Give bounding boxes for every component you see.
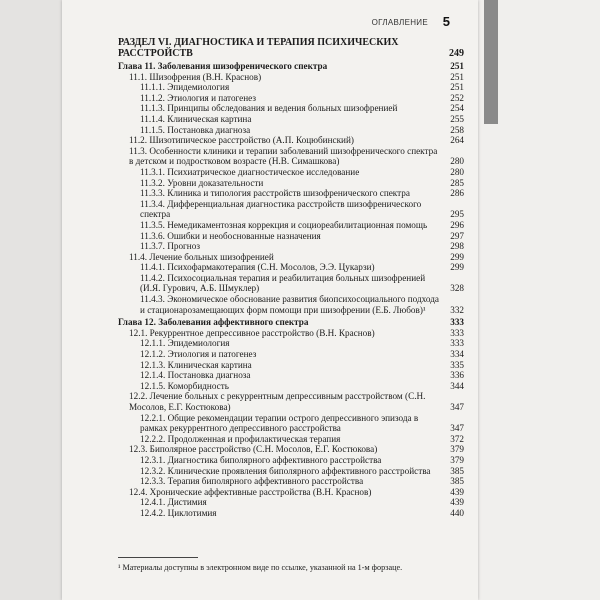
toc-entry-page: 258: [450, 124, 464, 135]
toc-entry-text: 11.1. Шизофрения (В.Н. Краснов): [129, 71, 262, 82]
toc-entry-page: 299: [450, 251, 464, 262]
toc-entry-text: 12.1.2. Этиология и патогенез: [140, 349, 257, 360]
toc-entry-page: 280: [450, 166, 464, 177]
toc-entry-text: 12.1. Рекуррентное депрессивное расстройство (В.Н. Краснов): [129, 327, 375, 338]
toc-entry: [118, 497, 464, 508]
book-page: [62, 0, 478, 600]
toc-entry: [118, 328, 464, 339]
toc-entry-text: 11.3. Особенности клиники и терапии заболеваний шизофренического спектра в детском и подростковом возрасте (Н.В. Симашкова): [129, 145, 438, 167]
toc-entry-page: 347: [450, 402, 464, 412]
toc-entry: [118, 231, 464, 242]
toc-entry-text: Глава 12. Заболевания аффективного спектра: [118, 317, 309, 328]
toc-entry-page: 439: [450, 497, 464, 508]
toc-entry-page: 264: [450, 135, 464, 146]
toc-entry-text: 12.1.5. Коморбидность: [140, 380, 229, 391]
toc-entry: [118, 199, 464, 220]
toc-entry-page: 347: [450, 423, 464, 434]
toc-entry-page: 334: [450, 349, 464, 360]
toc-entry-text: 11.3.6. Ошибки и необоснованные назначения: [140, 230, 321, 241]
toc-entry-text: 11.1.4. Клиническая картина: [140, 113, 252, 124]
toc-entry: [118, 93, 464, 104]
toc-entry: [118, 466, 464, 477]
toc-entry: [118, 338, 464, 349]
toc-entry-text: 12.3.1. Диагностика биполярного аффективного расстройства: [140, 454, 382, 465]
toc-section-entry: [118, 37, 464, 59]
toc-entry-page: 333: [450, 338, 464, 349]
toc-entry: [118, 370, 464, 381]
toc-entry-page: 379: [450, 454, 464, 465]
toc-entry-text: 12.1.1. Эпидемиология: [140, 338, 230, 349]
toc-entry: [118, 262, 464, 273]
table-of-contents: [118, 37, 464, 519]
toc-entry-page: 286: [450, 188, 464, 199]
toc-entry: [118, 135, 464, 146]
toc-entry-text: 11.3.1. Психиатрическое диагностическое исследование: [140, 166, 360, 177]
toc-entry: [118, 103, 464, 114]
toc-entry-page: 296: [450, 219, 464, 230]
page-number: 5: [442, 14, 450, 29]
toc-entry: [118, 391, 464, 412]
toc-entry-page: 335: [450, 359, 464, 370]
toc-entry-text: 11.1.2. Этиология и патогенез: [140, 92, 256, 103]
toc-entry-page: 328: [450, 283, 464, 294]
toc-entry: [118, 241, 464, 252]
toc-entry-text: 11.4. Лечение больных шизофренией: [129, 251, 274, 262]
toc-entry-page: 372: [450, 433, 464, 444]
footnote: ¹ Материалы доступны в электронном виде по ссылке, указанной на 1-м форзаце.: [118, 563, 403, 572]
toc-chapter-entry: [118, 317, 464, 328]
page-thumb-tab: [484, 0, 498, 124]
toc-entry: [118, 381, 464, 392]
toc-entry-page: 385: [450, 465, 464, 476]
toc-chapter-entry: [118, 61, 464, 72]
toc-entry-page: 251: [450, 61, 464, 71]
toc-entry-page: 295: [450, 209, 464, 220]
toc-entry-page: 344: [450, 380, 464, 391]
toc-entry: [118, 146, 464, 167]
toc-entry: [118, 188, 464, 199]
toc-entry: [118, 455, 464, 466]
running-header: [62, 14, 462, 34]
toc-entry-page: 297: [450, 230, 464, 241]
toc-entry-text: Глава 11. Заболевания шизофренического спектра: [118, 61, 328, 71]
toc-entry: [118, 273, 464, 294]
toc-entry: [118, 125, 464, 136]
toc-entry-text: 12.3. Биполярное расстройство (С.Н. Мосолов, Е.Г. Костюкова): [129, 444, 378, 455]
toc-entry-text: 12.2.1. Общие рекомендации терапии острого депрессивного эпизода в рамках рекуррентного депрессивного расстройства: [140, 412, 419, 434]
toc-entry: [118, 220, 464, 231]
toc-entry-page: 280: [450, 156, 464, 167]
toc-entry: [118, 349, 464, 360]
toc-entry-text: 12.4.1. Дистимия: [140, 497, 207, 508]
toc-entry-text: 11.2. Шизотипическое расстройство (А.П. Коцюбинский): [129, 135, 354, 146]
toc-entry-page: 298: [450, 241, 464, 252]
toc-entry-page: 336: [450, 370, 464, 381]
toc-entry: [118, 114, 464, 125]
toc-entry-text: 11.4.2. Психосоциальная терапия и реабилитация больных шизофренией (И.Я. Гурович, А.Б. Шмуклер): [140, 272, 426, 294]
toc-entry-text: 12.4. Хронические аффективные расстройства (В.Н. Краснов): [129, 486, 372, 497]
toc-entry-page: 379: [450, 444, 464, 455]
toc-entry-page: 439: [450, 486, 464, 497]
toc-entry-page: 251: [450, 82, 464, 93]
toc-entry: [118, 360, 464, 371]
toc-entry-page: 251: [450, 71, 464, 82]
toc-entry-text: РАЗДЕЛ VI. ДИАГНОСТИКА И ТЕРАПИЯ ПСИХИЧЕСКИХ РАССТРОЙСТВ: [118, 37, 399, 59]
footnote-divider: [118, 557, 198, 558]
toc-entry: [118, 487, 464, 498]
toc-entry-page: 249: [449, 48, 464, 59]
toc-entry-text: 12.3.2. Клинические проявления биполярного аффективного расстройства: [140, 465, 431, 476]
toc-entry: [118, 178, 464, 189]
toc-entry: [118, 476, 464, 487]
toc-entry: [118, 444, 464, 455]
toc-entry-page: 440: [450, 507, 464, 518]
toc-entry-page: 285: [450, 177, 464, 188]
toc-entry-text: 12.4.2. Циклотимия: [140, 507, 217, 518]
toc-entry: [118, 294, 464, 315]
toc-entry-page: 254: [450, 103, 464, 114]
toc-entry-page: 255: [450, 113, 464, 124]
toc-entry: [118, 434, 464, 445]
toc-entry: [118, 72, 464, 83]
toc-entry-text: 12.1.3. Клиническая картина: [140, 359, 252, 370]
toc-entry-page: 333: [450, 327, 464, 338]
toc-entry-text: 11.3.7. Прогноз: [140, 241, 200, 252]
toc-entry-text: 11.3.4. Дифференциальная диагностика расстройств шизофренического спектра: [140, 198, 422, 220]
toc-entry-text: 11.4.1. Психофармакотерапия (С.Н. Мосолов, Э.Э. Цукарзи): [140, 262, 375, 273]
toc-entry-text: 11.3.2. Уровни доказательности: [140, 177, 264, 188]
toc-entry-text: 11.3.3. Клиника и типология расстройств шизофренического спектра: [140, 188, 410, 199]
toc-entry-page: 299: [450, 262, 464, 273]
toc-entry: [118, 508, 464, 519]
toc-entry: [118, 413, 464, 434]
toc-entry-text: 11.1.5. Постановка диагноза: [140, 124, 251, 135]
toc-entry: [118, 252, 464, 263]
toc-entry-text: 11.1.1. Эпидемиология: [140, 82, 230, 93]
toc-entry: [118, 82, 464, 93]
toc-entry-page: 252: [450, 92, 464, 103]
toc-entry-page: 385: [450, 476, 464, 487]
toc-entry-page: 332: [450, 304, 464, 315]
toc-entry-page: 333: [450, 317, 464, 328]
toc-entry-text: 12.3.3. Терапия биполярного аффективного расстройства: [140, 476, 364, 487]
toc-entry-text: 11.3.5. Немедикаментозная коррекция и социореабилитационная помощь: [140, 219, 428, 230]
toc-entry: [118, 167, 464, 178]
toc-entry-text: 11.4.3. Экономическое обоснование развития биопсихосоциального подхода и стационарозамещающих форм помощи при шизофрении (Е.Б. Любов)¹: [140, 294, 440, 315]
toc-entry-text: 11.1.3. Принципы обследования и ведения больных шизофренией: [140, 103, 398, 114]
running-header-title: ОГЛАВЛЕНИЕ: [371, 18, 428, 27]
toc-entry-text: 12.1.4. Постановка диагноза: [140, 370, 251, 381]
toc-entry-text: 12.2.2. Продолженная и профилактическая терапия: [140, 433, 341, 444]
toc-entry-text: 12.2. Лечение больных с рекуррентным депрессивным расстройством (С.Н. Мосолов, Е.Г. Костюкова): [129, 391, 426, 412]
